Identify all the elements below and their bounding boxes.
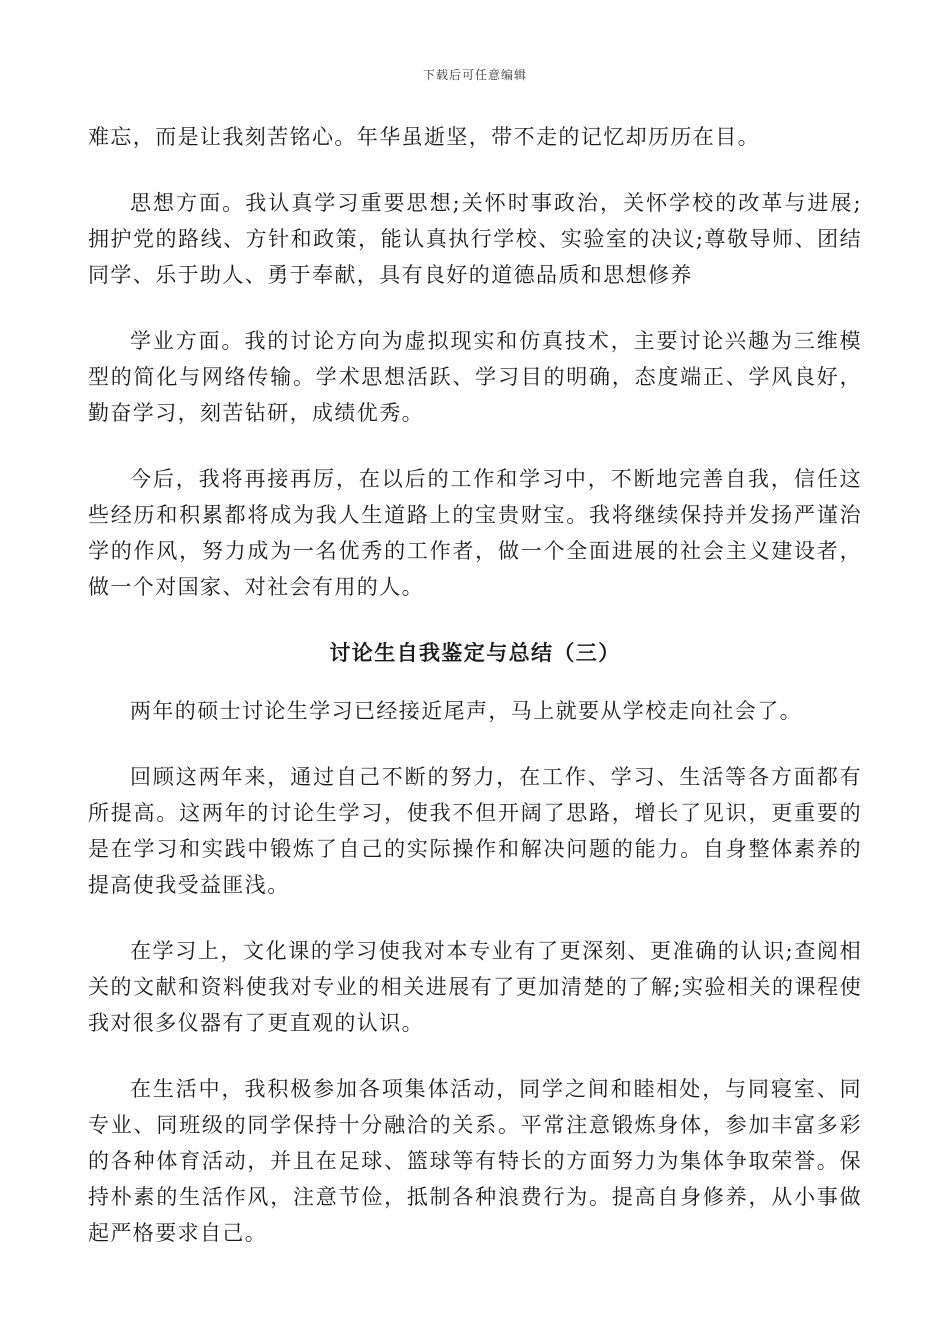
paragraph-academics: 学业方面。我的讨论方向为虚拟现实和仿真技术，主要讨论兴趣为三维模型的简化与网络传输。学术思想活跃、学习目的明确，态度端正、学风良好，勤奋学习，刻苦钻研，成绩优秀。 <box>88 329 862 425</box>
paragraph-continuation: 难忘，而是让我刻苦铭心。年华虽逝坚，带不走的记忆却历历在目。 <box>88 125 760 149</box>
paragraph-study: 在学习上，文化课的学习使我对本专业有了更深刻、更准确的认识;查阅相关的文献和资料使我对专业的相关进展有了更加清楚的了解;实验相关的课程使我对很多仪器有了更直观的认识。 <box>88 939 862 1035</box>
paragraph-review: 回顾这两年来，通过自己不断的努力，在工作、学习、生活等各方面都有所提高。这两年的讨论生学习，使我不但开阔了思路，增长了见识，更重要的是在学习和实践中锻炼了自己的实际操作和解决问题的能力。自身整体素养的提高使我受益匪浅。 <box>88 765 862 897</box>
paragraph-future: 今后，我将再接再厉，在以后的工作和学习中，不断地完善自我，信任这些经历和积累都将成为我人生道路上的宝贵财宝。我将继续保持并发扬严谨治学的作风，努力成为一名优秀的工作者，做一个全面进展的社会主义建设者，做一个对国家、对社会有用的人。 <box>88 467 862 599</box>
paragraph-intro: 两年的硕士讨论生学习已经接近尾声，马上就要从学校走向社会了。 <box>130 699 802 723</box>
header-note: 下载后可任意编辑 <box>422 68 527 82</box>
paragraph-ideology: 思想方面。我认真学习重要思想;关怀时事政治，关怀学校的改革与进展;拥护党的路线、方针和政策，能认真执行学校、实验室的决议;尊敬导师、团结同学、乐于助人、勇于奉献，具有良好的道德品质和思想修养 <box>88 191 862 287</box>
section-title: 讨论生自我鉴定与总结（三） <box>329 640 621 665</box>
document-body <box>88 119 862 1281</box>
paragraph-life: 在生活中，我积极参加各项集体活动，同学之间和睦相处，与同寝室、同专业、同班级的同学保持十分融洽的关系。平常注意锻炼身体，参加丰富多彩的各种体育活动，并且在足球、篮球等有特长的方面努力为集体争取荣誉。保持朴素的生活作风，注意节俭，抵制各种浪费行为。提高自身修养，从小事做起严格要求自己。 <box>88 1077 862 1245</box>
